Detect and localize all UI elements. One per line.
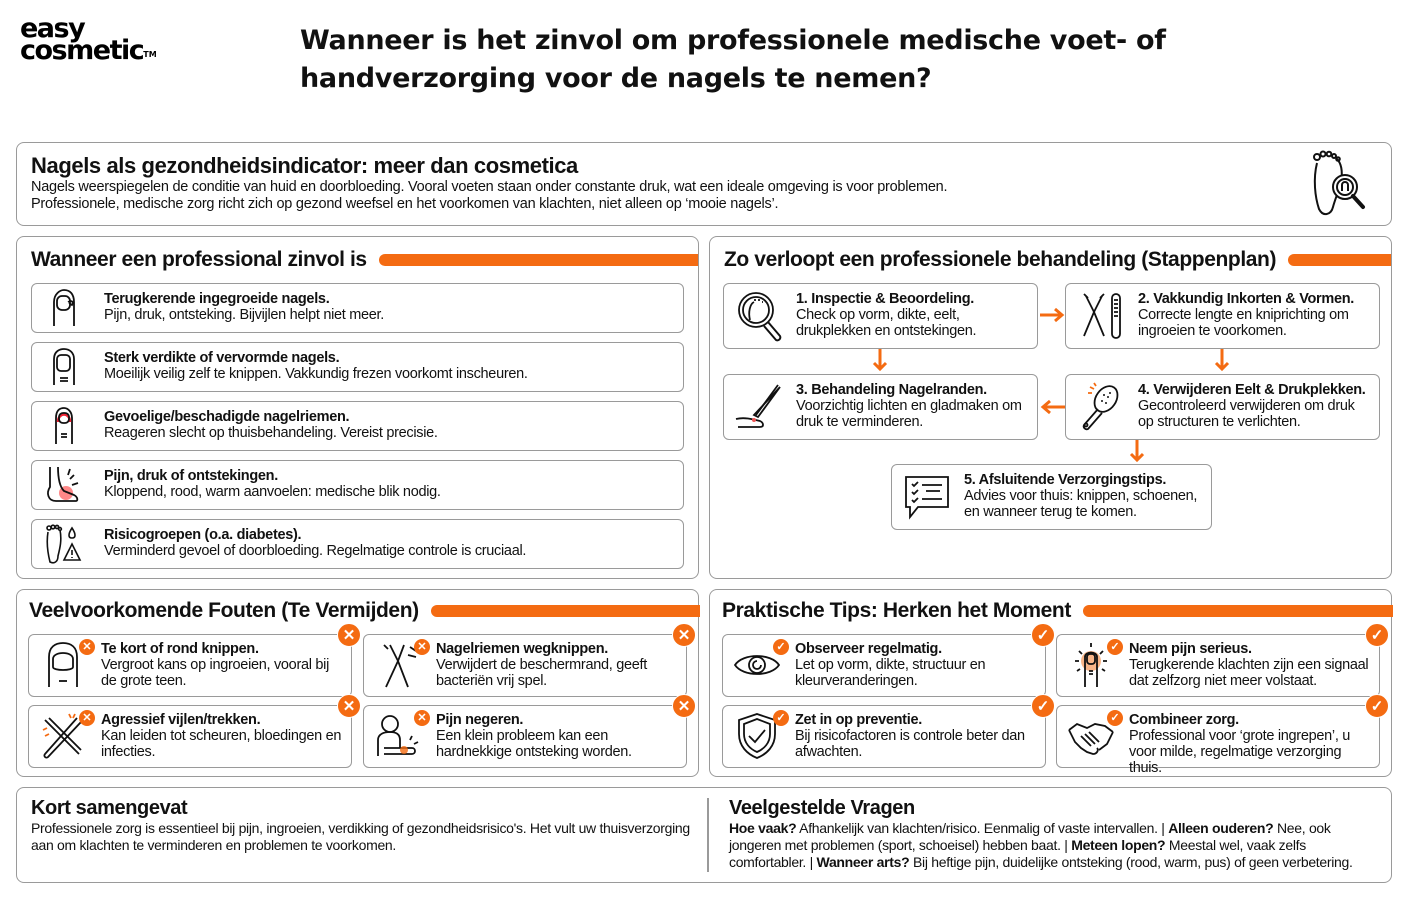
step-title: 4. Verwijderen Eelt & Drukplekken. bbox=[1138, 382, 1366, 398]
step-desc: Correcte lengte en kniprichting om ingroeien te voorkomen. bbox=[1138, 307, 1349, 339]
brand-line2: cosmetic bbox=[20, 35, 144, 66]
mistake-card bbox=[28, 698, 356, 768]
card-title: Agressief vijlen/trekken. bbox=[101, 712, 261, 728]
nipper-file-icon bbox=[1076, 290, 1128, 342]
tip-card bbox=[1056, 627, 1384, 697]
accent-bar bbox=[1083, 605, 1393, 617]
x-badge-icon: ✕ bbox=[414, 639, 430, 655]
step-2 bbox=[1065, 283, 1380, 349]
steps-panel bbox=[709, 236, 1392, 579]
summary-text: Professionele zorg is essentieel bij pijn, ingroeien, verdikking of gezondheidsrisico's. Het vult uw thuisverzorging aan om klachten te verminderen en problemen te voorkomen. bbox=[31, 820, 690, 853]
tips-panel bbox=[709, 589, 1392, 777]
check-badge-icon: ✓ bbox=[1031, 623, 1055, 647]
item-title: Gevoelige/beschadigde nagelriemen. bbox=[104, 409, 350, 425]
step-title: 2. Vakkundig Inkorten & Vormen. bbox=[1138, 291, 1355, 307]
check-badge-icon: ✓ bbox=[773, 639, 789, 655]
card-title: Zet in op preventie. bbox=[795, 712, 922, 728]
cuticle-icon bbox=[42, 406, 84, 446]
card-desc: Bij risicofactoren is controle beter dan afwachten. bbox=[795, 728, 1025, 760]
accent-bar bbox=[1288, 254, 1391, 266]
foot-risk-icon bbox=[42, 524, 84, 564]
foot-magnifier-icon bbox=[1307, 149, 1369, 219]
faq-question: Hoe vaak? bbox=[729, 820, 797, 836]
step-3 bbox=[723, 374, 1038, 440]
card-title: Te kort of rond knippen. bbox=[101, 641, 259, 657]
item-title: Risicogroepen (o.a. diabetes). bbox=[104, 527, 302, 543]
x-badge-icon: ✕ bbox=[337, 623, 361, 647]
item-title: Pijn, druk of ontstekingen. bbox=[104, 468, 278, 484]
step-title: 3. Behandeling Nagelranden. bbox=[796, 382, 987, 398]
tip-card bbox=[722, 627, 1050, 697]
thick-nail-icon bbox=[42, 347, 84, 387]
arrow-down-icon bbox=[872, 349, 888, 373]
arrow-right-icon bbox=[1040, 307, 1066, 323]
x-badge-icon: ✕ bbox=[79, 639, 95, 655]
column-divider bbox=[707, 798, 709, 872]
when-item bbox=[31, 401, 684, 451]
scalpel-icon bbox=[734, 381, 786, 433]
arrow-down-icon bbox=[1129, 440, 1145, 464]
callus-rasp-icon bbox=[1076, 381, 1128, 433]
page-title: Wanneer is het zinvol om professionele medische voet- of handverzorging voor de nagels te nemen? bbox=[300, 25, 1166, 94]
card-desc: Kan leiden tot scheuren, bloedingen en infecties. bbox=[101, 728, 342, 760]
when-professional-panel bbox=[16, 236, 699, 579]
check-badge-icon: ✓ bbox=[1107, 710, 1123, 726]
faq-answer: Meestal wel, vaak zelfs comfortabler. | bbox=[729, 837, 1306, 870]
card-desc: Professional voor ‘grote ingrepen’, u voor milde, regelmatige verzorging thuis. bbox=[1129, 728, 1351, 776]
faq-question: Meteen lopen? bbox=[1071, 837, 1166, 853]
step-desc: Gecontroleerd verwijderen om druk op structuren te verlichten. bbox=[1138, 398, 1355, 430]
accent-bar bbox=[379, 254, 698, 266]
when-item bbox=[31, 283, 684, 333]
x-badge-icon: ✕ bbox=[672, 694, 696, 718]
when-item bbox=[31, 519, 684, 569]
faq-answer: Afhankelijk van klachten/risico. Eenmalig of vaste intervallen. | bbox=[796, 820, 1169, 836]
item-desc: Moeilijk veilig zelf te knippen. Vakkundig frezen voorkomt inscheuren. bbox=[104, 366, 528, 382]
intro-line2: Professionele, medische zorg richt zich op gezond weefsel en het voorkomen van klachten, niet alleen op ‘mooie nagels’. bbox=[31, 196, 779, 212]
check-badge-icon: ✓ bbox=[1031, 694, 1055, 718]
mistakes-heading: Veelvoorkomende Fouten (Te Vermijden) bbox=[29, 599, 419, 622]
faq-answer: Bij heftige pijn, duidelijke ontsteking (rood, warm, pus) of geen verbetering. bbox=[909, 854, 1353, 870]
when-item bbox=[31, 460, 684, 510]
item-desc: Reageren slecht op thuisbehandeling. Vereist precisie. bbox=[104, 425, 438, 441]
brand-tm: TM bbox=[143, 50, 157, 59]
when-item bbox=[31, 342, 684, 392]
card-title: Combineer zorg. bbox=[1129, 712, 1239, 728]
faq-question: Alleen ouderen? bbox=[1168, 820, 1274, 836]
faq-question: Wanneer arts? bbox=[816, 854, 910, 870]
intro-panel bbox=[16, 142, 1392, 226]
x-badge-icon: ✕ bbox=[414, 710, 430, 726]
mistake-card bbox=[28, 627, 356, 697]
brand-logo bbox=[20, 13, 157, 66]
when-heading: Wanneer een professional zinvol is bbox=[31, 248, 367, 271]
summary-column bbox=[31, 796, 691, 854]
arrow-left-icon bbox=[1039, 399, 1065, 415]
mistakes-panel bbox=[16, 589, 699, 777]
step-title: 5. Afsluitende Verzorgingstips. bbox=[964, 472, 1167, 488]
card-title: Observeer regelmatig. bbox=[795, 641, 942, 657]
faq-heading: Veelgestelde Vragen bbox=[729, 797, 915, 819]
tip-card bbox=[722, 698, 1050, 768]
step-5 bbox=[891, 464, 1212, 530]
faq-answer: Nee, ook jongeren met problemen (sport, schoeisel) hebben baat. | bbox=[729, 820, 1331, 853]
step-title: 1. Inspectie & Beoordeling. bbox=[796, 291, 975, 307]
summary-faq-panel bbox=[16, 787, 1392, 883]
mistake-card bbox=[363, 627, 691, 697]
mistake-card bbox=[363, 698, 691, 768]
card-title: Pijn negeren. bbox=[436, 712, 524, 728]
step-desc: Voorzichtig lichten en gladmaken om druk te verminderen. bbox=[796, 398, 1022, 430]
x-badge-icon: ✕ bbox=[672, 623, 696, 647]
steps-heading: Zo verloopt een professionele behandeling (Stappenplan) bbox=[724, 248, 1277, 271]
step-4 bbox=[1065, 374, 1380, 440]
item-title: Terugkerende ingegroeide nagels. bbox=[104, 291, 330, 307]
step-desc: Advies voor thuis: knippen, schoenen, en wanneer terug te komen. bbox=[964, 488, 1198, 520]
painful-foot-icon bbox=[42, 465, 84, 505]
check-badge-icon: ✓ bbox=[1365, 694, 1389, 718]
faq-column bbox=[729, 796, 1379, 871]
item-title: Sterk verdikte of vervormde nagels. bbox=[104, 350, 340, 366]
ingrown-nail-icon bbox=[42, 288, 84, 328]
card-desc: Vergroot kans op ingroeien, vooral bij de grote teen. bbox=[101, 657, 329, 689]
card-desc: Een klein probleem kan een hardnekkige ontsteking worden. bbox=[436, 728, 632, 760]
card-title: Nagelriemen wegknippen. bbox=[436, 641, 608, 657]
card-desc: Verwijdert de beschermrand, geeft bacteriën vrij spel. bbox=[436, 657, 647, 689]
step-desc: Check op vorm, dikte, eelt, drukplekken en ontstekingen. bbox=[796, 307, 977, 339]
card-desc: Let op vorm, dikte, structuur en kleurveranderingen. bbox=[795, 657, 986, 689]
x-badge-icon: ✕ bbox=[79, 710, 95, 726]
item-desc: Kloppend, rood, warm aanvoelen: medische blik nodig. bbox=[104, 484, 441, 500]
x-badge-icon: ✕ bbox=[337, 694, 361, 718]
check-badge-icon: ✓ bbox=[1107, 639, 1123, 655]
tips-heading: Praktische Tips: Herken het Moment bbox=[722, 599, 1071, 622]
item-desc: Verminderd gevoel of doorbloeding. Regelmatige controle is cruciaal. bbox=[104, 543, 527, 559]
inspect-magnifier-icon bbox=[734, 290, 786, 342]
summary-heading: Kort samengevat bbox=[31, 797, 188, 819]
check-badge-icon: ✓ bbox=[773, 710, 789, 726]
item-desc: Pijn, druk, ontsteking. Bijvijlen helpt niet meer. bbox=[104, 307, 384, 323]
tip-card bbox=[1056, 698, 1384, 776]
intro-line1: Nagels weerspiegelen de conditie van huid en doorbloeding. Vooral voeten staan onder constante druk, wat een ideale omgeving is voor problemen. bbox=[31, 179, 948, 195]
check-badge-icon: ✓ bbox=[1365, 623, 1389, 647]
intro-heading: Nagels als gezondheidsindicator: meer dan cosmetica bbox=[31, 153, 578, 178]
card-desc: Terugkerende klachten zijn een signaal dat zelfzorg niet meer volstaat. bbox=[1129, 657, 1369, 689]
step-1 bbox=[723, 283, 1038, 349]
arrow-down-icon bbox=[1214, 349, 1230, 373]
brand-line1: easy bbox=[20, 13, 85, 44]
faq-text bbox=[729, 820, 1379, 871]
checklist-chat-icon bbox=[902, 471, 954, 523]
accent-bar bbox=[431, 605, 700, 617]
card-title: Neem pijn serieus. bbox=[1129, 641, 1252, 657]
